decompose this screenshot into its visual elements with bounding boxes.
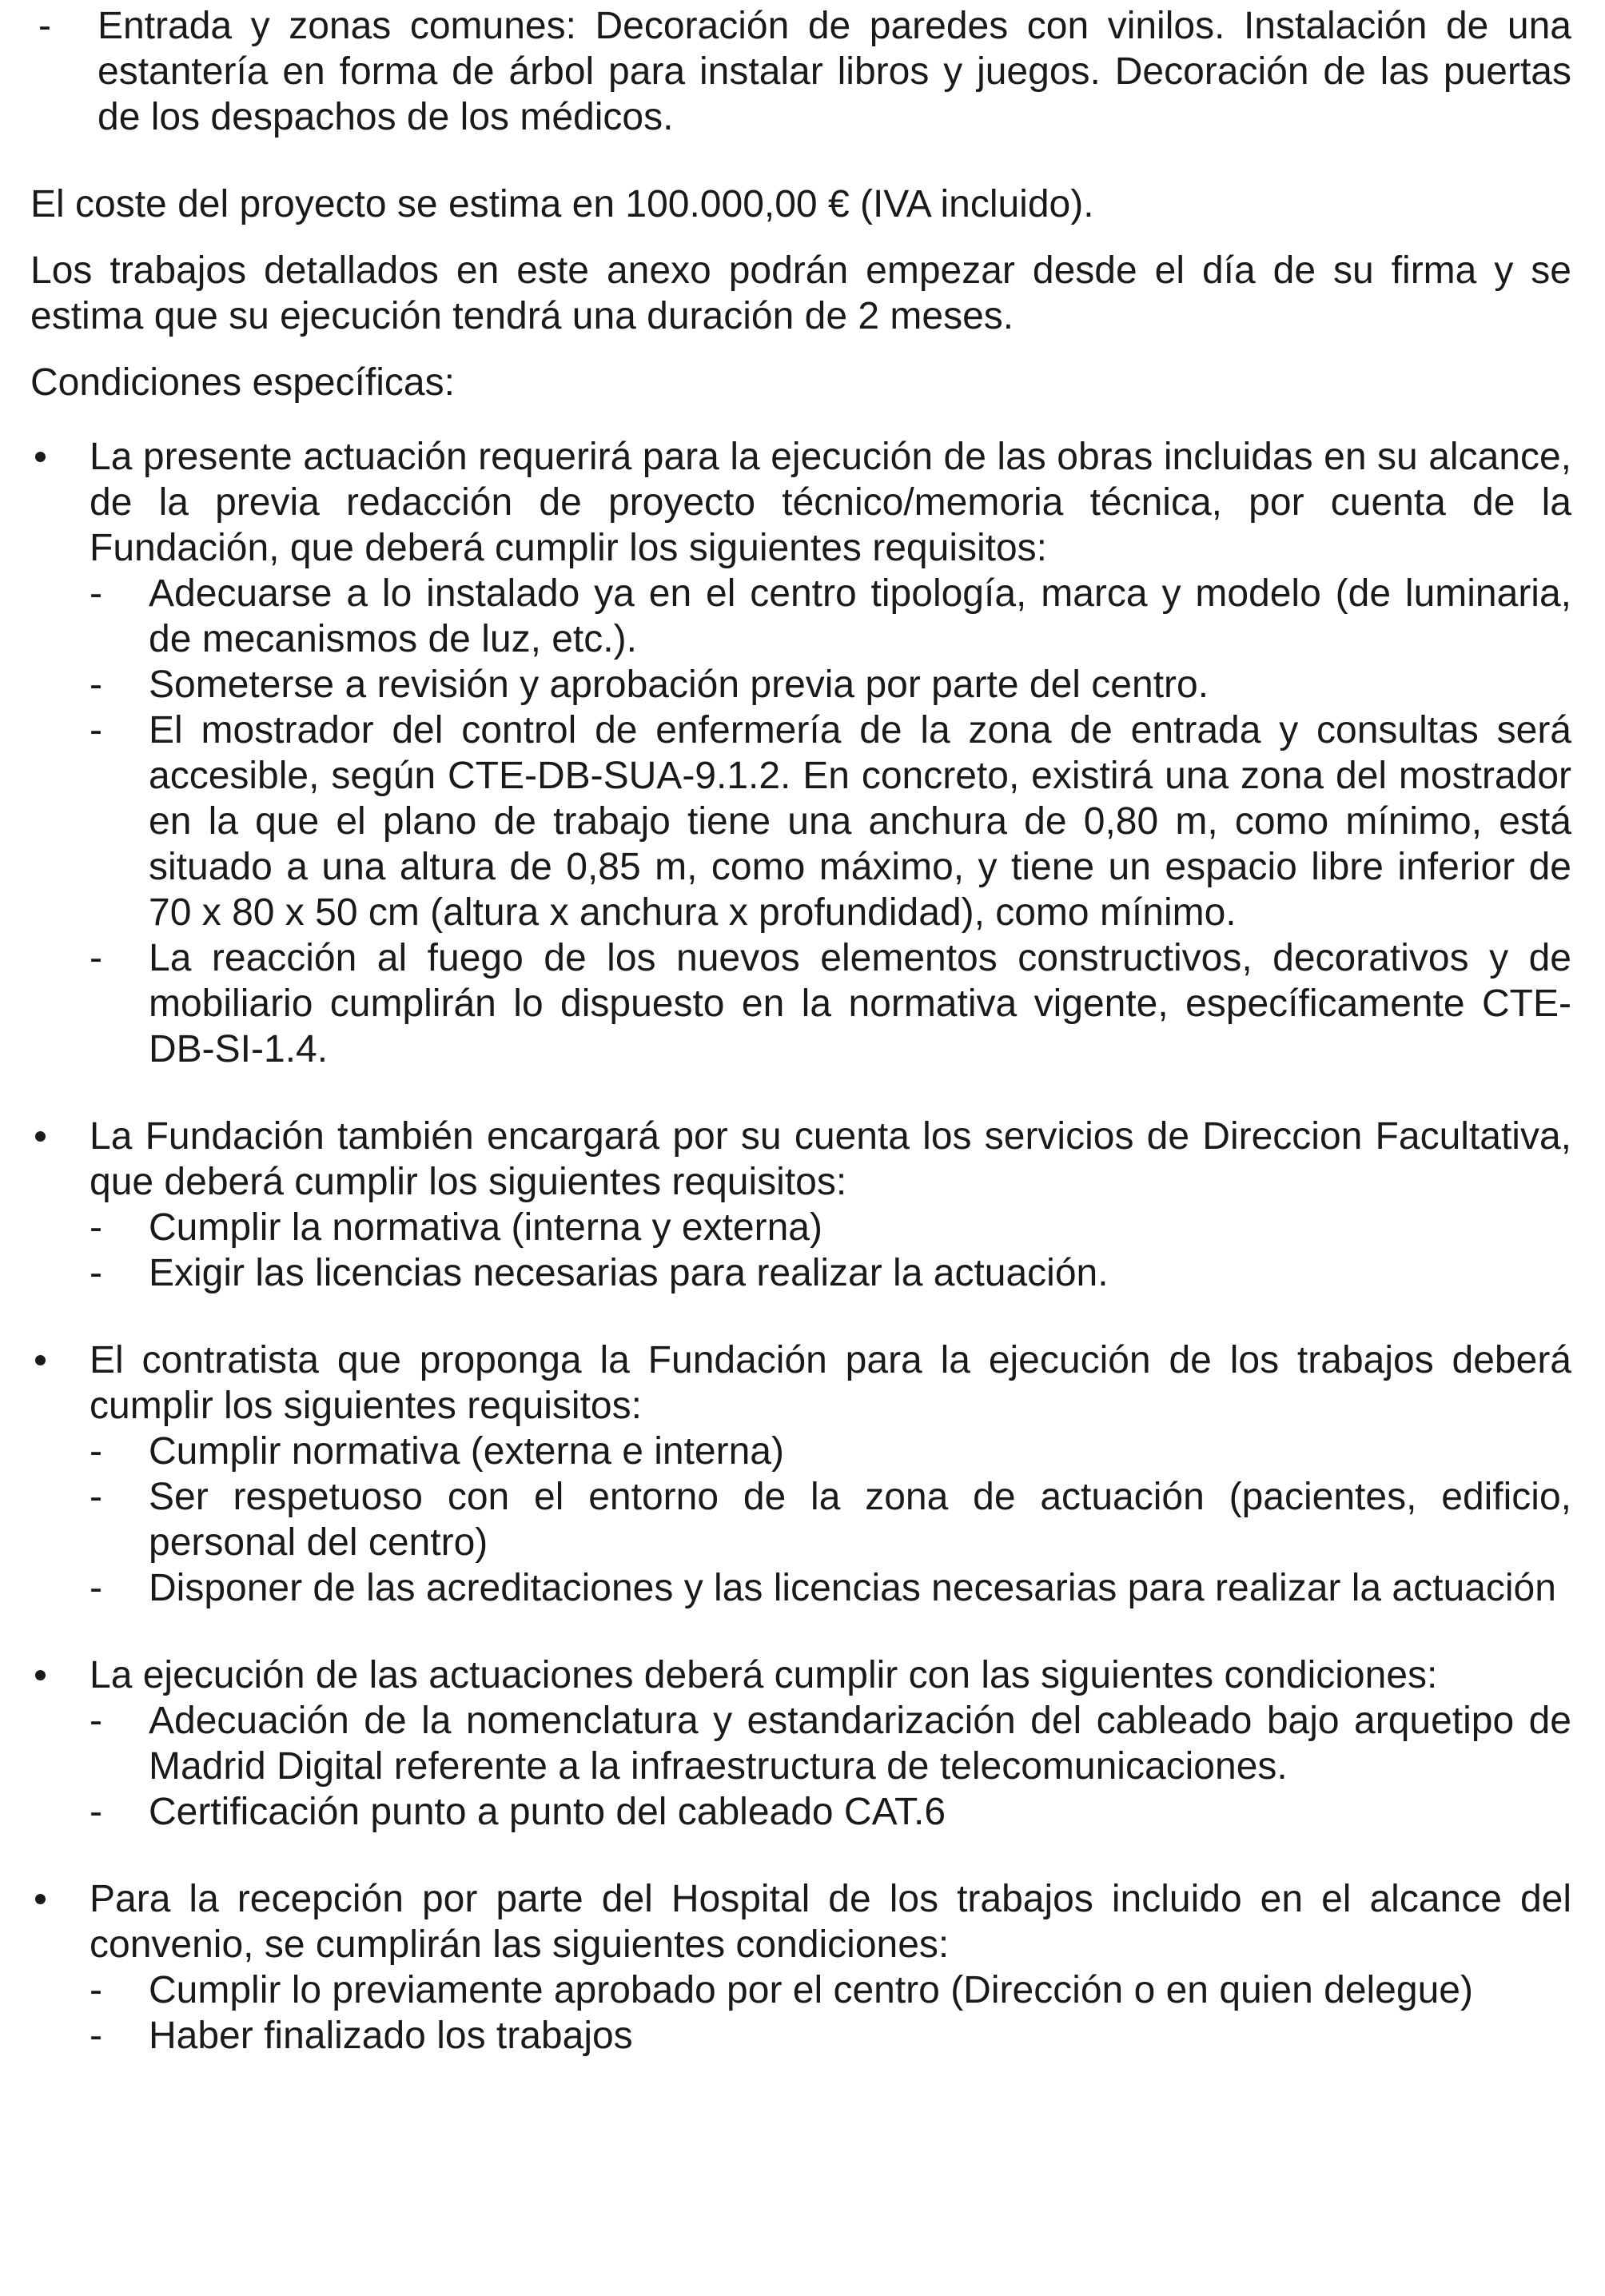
condition-text: La presente actuación requerirá para la ejecución de las obras incluidas en su alcance, de la previa redacción de proyecto técnico/memoria técnica, por cuenta de la Fundación, que deberá cumplir los siguientes requisitos: — [90, 436, 1571, 569]
requirement-list — [90, 1205, 1571, 1296]
requirement-item — [90, 2013, 1571, 2059]
timeline-paragraph: Los trabajos detallados en este anexo podrán empezar desde el día de su firma y se estima que su ejecución tendrá una duración de 2 meses. — [30, 249, 1571, 337]
condition-item — [30, 1652, 1571, 1835]
requirement-list — [90, 1967, 1571, 2059]
condition-item — [30, 1876, 1571, 2059]
condition-text: El contratista que proponga la Fundación para la ejecución de los trabajos deberá cumplir los siguientes requisitos: — [90, 1339, 1571, 1427]
condition-text: La Fundación también encargará por su cuenta los servicios de Direccion Facultativa, que deberá cumplir los siguientes requisitos: — [90, 1115, 1571, 1203]
dash-marker: - — [90, 709, 102, 751]
condition-item — [30, 434, 1571, 1072]
bullet-dot-icon — [30, 1337, 90, 1383]
dash-marker: - — [90, 1206, 102, 1249]
condition-text: La ejecución de las actuaciones deberá cumplir con las siguientes condiciones: — [90, 1654, 1438, 1696]
dash-marker: - — [90, 572, 102, 615]
bullet-dot-icon — [30, 434, 90, 480]
dash-marker: - — [90, 1252, 102, 1294]
requirement-text: Exigir las licencias necesarias para realizar la actuación. — [149, 1252, 1109, 1294]
requirement-item — [90, 571, 1571, 662]
document-page — [30, 3, 1571, 2059]
dash-marker: - — [38, 5, 51, 47]
conditions-heading: Condiciones específicas: — [30, 361, 455, 404]
requirement-item — [90, 708, 1571, 935]
requirement-item — [90, 1250, 1571, 1296]
bullet-dot-icon — [30, 1114, 90, 1159]
dash-marker: - — [90, 1700, 102, 1742]
requirement-text: Ser respetuoso con el entorno de la zona de actuación (pacientes, edificio, personal del centro) — [149, 1476, 1571, 1564]
requirement-text: Disponer de las acreditaciones y las licencias necesarias para realizar la actuación — [149, 1567, 1556, 1609]
intro-list-item — [30, 3, 1571, 140]
conditions-list — [30, 434, 1571, 2059]
requirement-item — [90, 1474, 1571, 1565]
requirement-item — [90, 1429, 1571, 1474]
requirement-text: Haber finalizado los trabajos — [149, 2015, 633, 2057]
requirement-text: La reacción al fuego de los nuevos elementos constructivos, decorativos y de mobiliario cumplirán lo dispuesto en la normativa vigente, específicamente CTE-DB-SI-1.4. — [149, 937, 1571, 1070]
condition-text: Para la recepción por parte del Hospital de los trabajos incluido en el alcance del convenio, se cumplirán las siguientes condiciones: — [90, 1878, 1571, 1966]
requirement-text: Cumplir la normativa (interna y externa) — [149, 1206, 822, 1249]
requirement-item — [90, 1205, 1571, 1250]
requirement-text: El mostrador del control de enfermería de la zona de entrada y consultas será accesible, según CTE-DB-SUA-9.1.2. En concreto, existirá una zona del mostrador en la que el plano de trabajo tiene una anchura de 0,80 m, como mínimo, está situado a una altura de 0,85 m, como máximo, y tiene un espacio libre inferior de 70 x 80 x 50 cm (altura x anchura x profundidad), como mínimo. — [149, 709, 1571, 934]
cost-paragraph: El coste del proyecto se estima en 100.000,00 € (IVA incluido). — [30, 183, 1094, 225]
requirement-list — [90, 1429, 1571, 1611]
dash-marker: - — [90, 1476, 102, 1518]
requirement-list — [90, 1698, 1571, 1835]
intro-item-text: Entrada y zonas comunes: Decoración de paredes con vinilos. Instalación de una estantería en forma de árbol para instalar libros y juegos. Decoración de las puertas de los despachos de los médicos. — [98, 5, 1571, 138]
requirement-text: Someterse a revisión y aprobación previa por parte del centro. — [149, 664, 1209, 706]
requirement-item — [90, 1565, 1571, 1611]
dash-marker: - — [90, 664, 102, 706]
requirement-list — [90, 571, 1571, 1072]
bullet-dot-icon — [30, 1652, 90, 1698]
dash-marker: - — [90, 1791, 102, 1833]
dash-marker: - — [90, 1969, 102, 2011]
requirement-text: Adecuarse a lo instalado ya en el centro tipología, marca y modelo (de luminaria, de mecanismos de luz, etc.). — [149, 572, 1571, 660]
requirement-item — [90, 662, 1571, 708]
requirement-text: Cumplir lo previamente aprobado por el centro (Dirección o en quien delegue) — [149, 1969, 1473, 2011]
bullet-dot-icon — [30, 1876, 90, 1922]
requirement-item — [90, 935, 1571, 1072]
requirement-text: Certificación punto a punto del cableado CAT.6 — [149, 1791, 946, 1833]
requirement-item — [90, 1967, 1571, 2013]
dash-marker: - — [90, 2015, 102, 2057]
condition-item — [30, 1337, 1571, 1611]
dash-marker: - — [90, 1430, 102, 1473]
requirement-item — [90, 1698, 1571, 1789]
dash-marker: - — [90, 1567, 102, 1609]
requirement-text: Cumplir normativa (externa e interna) — [149, 1430, 784, 1473]
requirement-item — [90, 1789, 1571, 1835]
condition-item — [30, 1114, 1571, 1296]
requirement-text: Adecuación de la nomenclatura y estandarización del cableado bajo arquetipo de Madrid Digital referente a la infraestructura de telecomunicaciones. — [149, 1700, 1571, 1788]
dash-marker: - — [90, 937, 102, 979]
